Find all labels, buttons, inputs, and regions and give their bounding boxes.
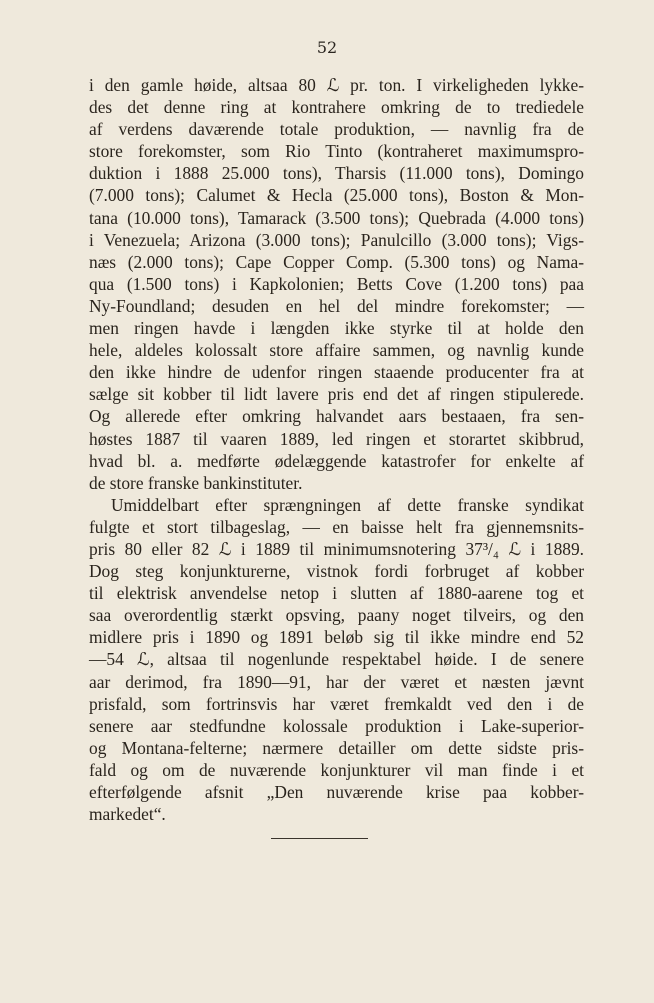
text-line: høstes 1887 til vaaren 1889, led ringen et storartet skibbrud,	[89, 428, 584, 449]
text-line: Dog steg konjunkturerne, vistnok fordi forbruget af kobber	[89, 561, 584, 582]
text-line: —54 ℒ, altsaa til nogenlunde respektabel høide. I de senere	[89, 649, 584, 670]
text-line: de store franske bankinstituter.	[89, 472, 303, 493]
text-line: men ringen havde i længden ikke styrke til at holde den	[89, 318, 584, 339]
text-line: qua (1.500 tons) i Kapkolonien; Betts Cove (1.200 tons) paa	[89, 273, 584, 294]
text-line: til elektrisk anvendelse netop i slutten af 1880-aarene tog et	[89, 583, 584, 604]
body-text	[89, 74, 584, 825]
section-divider	[271, 838, 368, 839]
text-line: og Montana-felterne; nærmere detailler om dette sidste pris-	[89, 737, 584, 758]
text-line: fald og om de nuværende konjunkturer vil man finde i et	[89, 759, 584, 780]
text-line: næs (2.000 tons); Cape Copper Comp. (5.300 tons) og Nama-	[89, 251, 584, 272]
text-line: hvad bl. a. medførte ødelæggende katastrofer for enkelte af	[89, 450, 584, 471]
text-line: Ny-Foundland; desuden en hel del mindre forekomster; —	[89, 295, 584, 316]
text-line: prisfald, som fortrinsvis har været fremkaldt ved den i de	[89, 693, 584, 714]
text-line: pris 80 eller 82 ℒ i 1889 til minimumsnotering 37³/₄ ℒ i 1889.	[89, 538, 584, 559]
text-line: i Venezuela; Arizona (3.000 tons); Panulcillo (3.000 tons); Vigs-	[89, 229, 584, 250]
page-number: 52	[316, 38, 338, 57]
text-line: (7.000 tons); Calumet & Hecla (25.000 tons), Boston & Mon-	[89, 185, 584, 206]
text-line: tana (10.000 tons), Tamarack (3.500 tons); Quebrada (4.000 tons)	[89, 207, 584, 228]
text-line: hele, aldeles kolossalt store affaire sammen, og navnlig kunde	[89, 340, 584, 361]
text-line: Og allerede efter omkring halvandet aars bestaaen, fra sen-	[89, 406, 584, 427]
text-line: duktion i 1888 25.000 tons), Tharsis (11.000 tons), Domingo	[89, 163, 584, 184]
text-line: den ikke hindre de udenfor ringen staaende producenter fra at	[89, 362, 584, 383]
text-line: des det denne ring at kontrahere omkring de to trediedele	[89, 97, 584, 118]
text-line: saa overordentlig stærkt opsving, paany noget tilveirs, og den	[89, 605, 584, 626]
text-line: aar derimod, fra 1890—91, har der været et næsten jævnt	[89, 671, 584, 692]
text-line: efterfølgende afsnit „Den nuværende krise paa kobber-	[89, 782, 584, 802]
text-line: Umiddelbart efter sprængningen af dette franske syndikat	[111, 494, 584, 515]
text-line: senere aar stedfundne kolossale produktion i Lake-superior-	[89, 715, 584, 736]
text-line: markedet“.	[89, 804, 166, 825]
text-line: store forekomster, som Rio Tinto (kontraheret maximumspro-	[89, 141, 584, 162]
text-line: sælge sit kobber til lidt lavere pris end det af ringen stipulerede.	[89, 384, 584, 405]
text-line: fulgte et stort tilbageslag, — en baisse helt fra gjennemsnits-	[89, 516, 584, 537]
text-line: i den gamle høide, altsaa 80 ℒ pr. ton. I virkeligheden lykke-	[89, 75, 584, 95]
text-line: af verdens daværende totale produktion, — navnlig fra de	[89, 119, 584, 140]
text-line: midlere pris i 1890 og 1891 beløb sig til ikke mindre end 52	[89, 627, 584, 648]
